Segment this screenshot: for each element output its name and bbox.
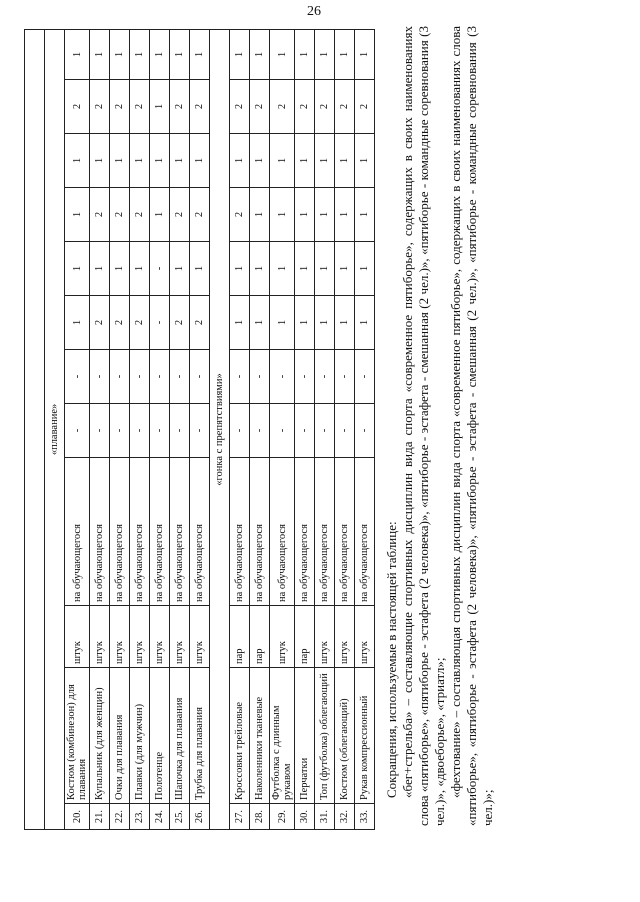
quantity-cell: 1 (230, 296, 250, 350)
unit: штук (90, 606, 110, 668)
quantity-cell: 1 (65, 29, 90, 79)
row-number: 21. (90, 804, 110, 830)
quantity-cell: 1 (270, 29, 295, 79)
quantity-cell: - (270, 404, 295, 458)
row-number: 23. (130, 804, 150, 830)
quantity-cell: - (295, 404, 315, 458)
quantity-cell: - (65, 404, 90, 458)
quantity-cell: 1 (355, 29, 375, 79)
section-title: «плавание» (45, 29, 65, 829)
item-name: Рукав компрессионный (355, 668, 375, 804)
quantity-cell: - (150, 404, 170, 458)
quantity-cell: 2 (230, 80, 250, 134)
quantity-cell: 1 (90, 29, 110, 79)
quantity-cell: 1 (65, 134, 90, 188)
quantity-cell: 1 (190, 134, 210, 188)
quantity-cell: 1 (355, 296, 375, 350)
table-row (270, 29, 295, 829)
quantity-cell: 1 (315, 134, 335, 188)
table-row (335, 29, 355, 829)
quantity-cell: - (90, 350, 110, 404)
unit: штук (315, 606, 335, 668)
quantity-cell: 2 (190, 296, 210, 350)
quantity-cell: 2 (90, 188, 110, 242)
quantity-cell: 2 (230, 188, 250, 242)
quantity-cell: - (150, 242, 170, 296)
calc-basis: на обучающегося (230, 458, 250, 606)
table-row (150, 29, 170, 829)
item-name: Полотенце (150, 668, 170, 804)
row-number: 33. (355, 804, 375, 830)
row-number: 20. (65, 804, 90, 830)
quantity-cell: 1 (315, 188, 335, 242)
quantity-cell: 2 (335, 80, 355, 134)
unit: штук (270, 606, 295, 668)
quantity-cell: 1 (335, 29, 355, 79)
row-number: 28. (250, 804, 270, 830)
quantity-cell: 2 (65, 80, 90, 134)
quantity-cell: - (130, 350, 150, 404)
row-number: 30. (295, 804, 315, 830)
calc-basis: на обучающегося (190, 458, 210, 606)
item-name: Кроссовки трейловые (230, 668, 250, 804)
quantity-cell: 2 (90, 80, 110, 134)
quantity-cell: 1 (315, 29, 335, 79)
table-row (65, 29, 90, 829)
unit: штук (170, 606, 190, 668)
row-number: 22. (110, 804, 130, 830)
quantity-cell: 2 (315, 80, 335, 134)
quantity-cell: 2 (250, 80, 270, 134)
quantity-cell: 1 (270, 188, 295, 242)
quantity-cell: 1 (110, 134, 130, 188)
quantity-cell: 2 (130, 80, 150, 134)
row-number: 24. (150, 804, 170, 830)
quantity-cell: 1 (65, 188, 90, 242)
quantity-cell: 1 (270, 242, 295, 296)
calc-basis: на обучающегося (65, 458, 90, 606)
quantity-cell: - (65, 350, 90, 404)
abbreviations-notes (384, 26, 496, 826)
table-row (90, 29, 110, 829)
table-row (355, 29, 375, 829)
quantity-cell: 1 (110, 29, 130, 79)
quantity-cell: 2 (110, 296, 130, 350)
quantity-cell: 1 (130, 134, 150, 188)
quantity-cell: - (250, 404, 270, 458)
quantity-cell: 1 (130, 242, 150, 296)
quantity-cell: - (230, 350, 250, 404)
quantity-cell: 2 (110, 80, 130, 134)
quantity-cell: - (170, 404, 190, 458)
quantity-cell: 1 (170, 134, 190, 188)
quantity-cell: 1 (250, 134, 270, 188)
quantity-cell: - (150, 350, 170, 404)
page-number: 26 (307, 4, 321, 19)
quantity-cell: 1 (65, 296, 90, 350)
row-number: 32. (335, 804, 355, 830)
calc-basis: на обучающегося (295, 458, 315, 606)
quantity-cell: 1 (250, 242, 270, 296)
calc-basis: на обучающегося (90, 458, 110, 606)
unit: штук (150, 606, 170, 668)
quantity-cell: 1 (270, 134, 295, 188)
item-name: Трубка для плавания (190, 668, 210, 804)
table-row (130, 29, 150, 829)
quantity-cell: - (110, 404, 130, 458)
quantity-cell: 2 (90, 296, 110, 350)
quantity-cell: - (270, 350, 295, 404)
quantity-cell: 1 (335, 134, 355, 188)
section-row (45, 29, 65, 829)
calc-basis: на обучающегося (335, 458, 355, 606)
quantity-cell: - (90, 404, 110, 458)
quantity-cell: 1 (170, 29, 190, 79)
row-number: 31. (315, 804, 335, 830)
quantity-cell: 1 (230, 29, 250, 79)
quantity-cell: 2 (190, 188, 210, 242)
calc-basis: на обучающегося (170, 458, 190, 606)
quantity-cell: 1 (295, 296, 315, 350)
item-name: Наколенники тканевые (250, 668, 270, 804)
quantity-cell: - (355, 350, 375, 404)
quantity-cell: 1 (90, 134, 110, 188)
quantity-cell: 1 (190, 29, 210, 79)
quantity-cell: 1 (355, 134, 375, 188)
unit: пар (250, 606, 270, 668)
quantity-cell: 1 (315, 296, 335, 350)
quantity-cell: - (110, 350, 130, 404)
quantity-cell: - (230, 404, 250, 458)
quantity-cell: - (170, 350, 190, 404)
row-number: 27. (230, 804, 250, 830)
quantity-cell: - (190, 350, 210, 404)
row-number: 25. (170, 804, 190, 830)
quantity-cell: 1 (110, 242, 130, 296)
item-name: Плавки (для мужчин) (130, 668, 150, 804)
quantity-cell: 1 (250, 188, 270, 242)
table-row (170, 29, 190, 829)
section-title: «гонка с препятствиями» (210, 29, 230, 829)
item-name: Костюм (комбинезон) для плавания (65, 668, 90, 804)
unit: штук (110, 606, 130, 668)
quantity-cell: 1 (295, 242, 315, 296)
rotated-content (14, 4, 614, 878)
quantity-cell: 1 (335, 242, 355, 296)
quantity-cell: 1 (170, 242, 190, 296)
row-number: 29. (270, 804, 295, 830)
calc-basis: на обучающегося (130, 458, 150, 606)
quantity-cell: 2 (295, 80, 315, 134)
quantity-cell: 1 (295, 29, 315, 79)
quantity-cell: 1 (270, 296, 295, 350)
calc-basis: на обучающегося (315, 458, 335, 606)
quantity-cell: 1 (295, 188, 315, 242)
quantity-cell: - (355, 404, 375, 458)
table-row (315, 29, 335, 829)
quantity-cell: - (250, 350, 270, 404)
table-row (230, 29, 250, 829)
item-name: Футболка с длинным рукавом (270, 668, 295, 804)
unit: штук (355, 606, 375, 668)
quantity-cell: - (315, 404, 335, 458)
quantity-cell: - (130, 404, 150, 458)
table-row (190, 29, 210, 829)
row-number: 26. (190, 804, 210, 830)
unit: пар (230, 606, 250, 668)
table-row (250, 29, 270, 829)
quantity-cell: 2 (170, 80, 190, 134)
quantity-cell: 2 (190, 80, 210, 134)
quantity-cell: 1 (150, 29, 170, 79)
quantity-cell: - (335, 350, 355, 404)
note-shooting: «бег+стрельба» – составляющие спортивных дисциплин вида спорта «современное пятиборье», содержащих в своих наименованиях слова «пятиборье», «пятиборье - эстафета (2 человека)», «пятиборье - эстафета - смешанная (2 чел.)», «пятиборье - командные соревнования (3 чел.)», «двоеборье», «триатл»; (400, 26, 447, 826)
quantity-cell: 2 (110, 188, 130, 242)
calc-basis: на обучающегося (270, 458, 295, 606)
quantity-cell: 2 (270, 80, 295, 134)
unit: пар (295, 606, 315, 668)
unit: штук (130, 606, 150, 668)
quantity-cell: - (295, 350, 315, 404)
quantity-cell: 2 (170, 188, 190, 242)
sheet (14, 18, 614, 878)
item-name: Очки для плавания (110, 668, 130, 804)
quantity-cell: 1 (315, 242, 335, 296)
item-name: Костюм (облегающий) (335, 668, 355, 804)
spacer-cell (25, 29, 45, 829)
unit: штук (335, 606, 355, 668)
quantity-cell: 1 (150, 80, 170, 134)
quantity-cell: - (335, 404, 355, 458)
quantity-cell: 1 (355, 242, 375, 296)
quantity-cell: 1 (190, 242, 210, 296)
quantity-cell: 1 (335, 296, 355, 350)
quantity-cell: - (315, 350, 335, 404)
quantity-cell: 1 (230, 134, 250, 188)
quantity-cell: 1 (65, 242, 90, 296)
quantity-cell: 2 (130, 296, 150, 350)
quantity-cell: 1 (130, 29, 150, 79)
note-fencing: «фехтование» – составляющая спортивных дисциплин вида спорта «современное пятиборье», содержащих в своих наименованиях слова «пятиборье», «пятиборье - эстафета (2 человека)», «пятиборье - эстафета - смешанная (2 чел.)», «пятиборье - командные соревнования (3 чел.)»; (448, 26, 495, 826)
item-name: Перчатки (295, 668, 315, 804)
quantity-cell: 1 (250, 296, 270, 350)
quantity-cell: 1 (150, 188, 170, 242)
item-name: Купальник (для женщин) (90, 668, 110, 804)
calc-basis: на обучающегося (110, 458, 130, 606)
notes-title: Сокращения, используемые в настоящей таблице: (384, 521, 399, 798)
section-row (210, 29, 230, 829)
table-row (110, 29, 130, 829)
unit: штук (190, 606, 210, 668)
quantity-cell: 1 (335, 188, 355, 242)
quantity-cell: 1 (150, 134, 170, 188)
item-name: Топ (футболка) облегающий (315, 668, 335, 804)
quantity-cell: - (190, 404, 210, 458)
quantity-cell: 2 (130, 188, 150, 242)
unit: штук (65, 606, 90, 668)
quantity-cell: 1 (355, 188, 375, 242)
quantity-cell: 1 (230, 242, 250, 296)
quantity-cell: 2 (355, 80, 375, 134)
calc-basis: на обучающегося (355, 458, 375, 606)
item-name: Шапочка для плавания (170, 668, 190, 804)
quantity-cell: 1 (90, 242, 110, 296)
quantity-cell: 1 (295, 134, 315, 188)
quantity-cell: 1 (250, 29, 270, 79)
calc-basis: на обучающегося (250, 458, 270, 606)
quantity-cell: 2 (170, 296, 190, 350)
table-row (295, 29, 315, 829)
quantity-cell: - (150, 296, 170, 350)
spacer-row (25, 29, 45, 829)
calc-basis: на обучающегося (150, 458, 170, 606)
equipment-table (24, 29, 375, 830)
